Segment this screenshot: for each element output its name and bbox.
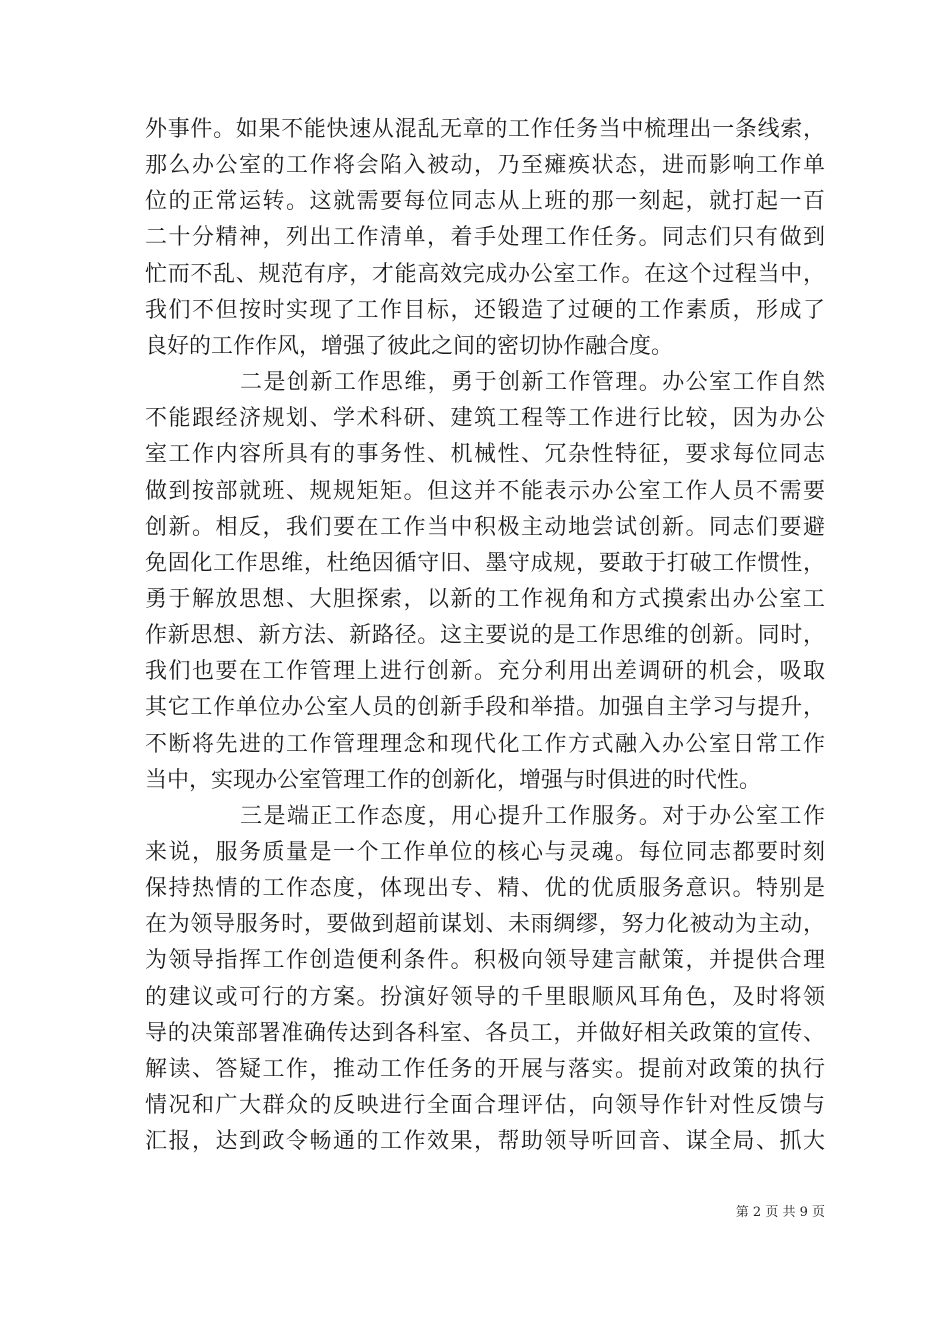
text-line: 保持热情的工作态度，体现出专、精、优的优质服务意识。特别是 xyxy=(145,876,825,901)
text-line: 的建议或可行的方案。扮演好领导的千里眼顺风耳角色，及时将领 xyxy=(145,985,825,1010)
text-line: 二十分精神，列出工作清单，着手处理工作任务。同志们只有做到 xyxy=(145,225,825,250)
text-line: 当中，实现办公室管理工作的创新化，增强与时俱进的时代性。 xyxy=(145,768,762,793)
text-line: 外事件。如果不能快速从混乱无章的工作任务当中梳理出一条线索， xyxy=(145,117,825,142)
text-line: 导的决策部署准确传达到各科室、各员工，并做好相关政策的宣传、 xyxy=(145,1021,825,1046)
text-line: 在为领导服务时，要做到超前谋划、未雨绸缪，努力化被动为主动， xyxy=(145,912,825,937)
text-line: 免固化工作思维，杜绝因循守旧、墨守成规，要敢于打破工作惯性， xyxy=(145,551,825,576)
text-line: 解读、答疑工作，推动工作任务的开展与落实。提前对政策的执行 xyxy=(145,1057,825,1082)
text-line: 勇于解放思想、大胆探索，以新的工作视角和方式摸索出办公室工 xyxy=(145,587,825,612)
text-line: 作新思想、新方法、新路径。这主要说的是工作思维的创新。同时， xyxy=(145,623,825,648)
text-line: 二是创新工作思维，勇于创新工作管理。办公室工作自然 xyxy=(240,370,825,395)
text-line: 情况和广大群众的反映进行全面合理评估，向领导作针对性反馈与 xyxy=(145,1093,825,1118)
text-line: 为领导指挥工作创造便利条件。积极向领导建言献策，并提供合理 xyxy=(145,948,825,973)
text-line: 良好的工作作风，增强了彼此之间的密切协作融合度。 xyxy=(145,334,674,359)
text-line: 我们也要在工作管理上进行创新。充分利用出差调研的机会，吸取 xyxy=(145,659,825,684)
text-line: 忙而不乱、规范有序，才能高效完成办公室工作。在这个过程当中， xyxy=(145,262,825,287)
text-line: 室工作内容所具有的事务性、机械性、冗杂性特征，要求每位同志 xyxy=(145,442,825,467)
text-line: 做到按部就班、规规矩矩。但这并不能表示办公室工作人员不需要 xyxy=(145,479,825,504)
text-line: 位的正常运转。这就需要每位同志从上班的那一刻起，就打起一百 xyxy=(145,189,825,214)
text-line: 汇报，达到政令畅通的工作效果，帮助领导听回音、谋全局、抓大 xyxy=(145,1129,825,1154)
text-line: 我们不但按时实现了工作目标，还锻造了过硬的工作素质，形成了 xyxy=(145,298,825,323)
text-line: 不断将先进的工作管理理念和现代化工作方式融入办公室日常工作 xyxy=(145,732,825,757)
text-line: 不能跟经济规划、学术科研、建筑工程等工作进行比较，因为办公 xyxy=(145,406,825,431)
text-line: 三是端正工作态度，用心提升工作服务。对于办公室工作 xyxy=(240,804,825,829)
text-line: 创新。相反，我们要在工作当中积极主动地尝试创新。同志们要避 xyxy=(145,515,825,540)
text-line: 来说，服务质量是一个工作单位的核心与灵魂。每位同志都要时刻 xyxy=(145,840,825,865)
page-number: 第 2 页 共 9 页 xyxy=(735,1205,825,1220)
text-line: 其它工作单位办公室人员的创新手段和举措。加强自主学习与提升， xyxy=(145,695,825,720)
text-line: 那么办公室的工作将会陷入被动，乃至瘫痪状态，进而影响工作单 xyxy=(145,153,825,178)
